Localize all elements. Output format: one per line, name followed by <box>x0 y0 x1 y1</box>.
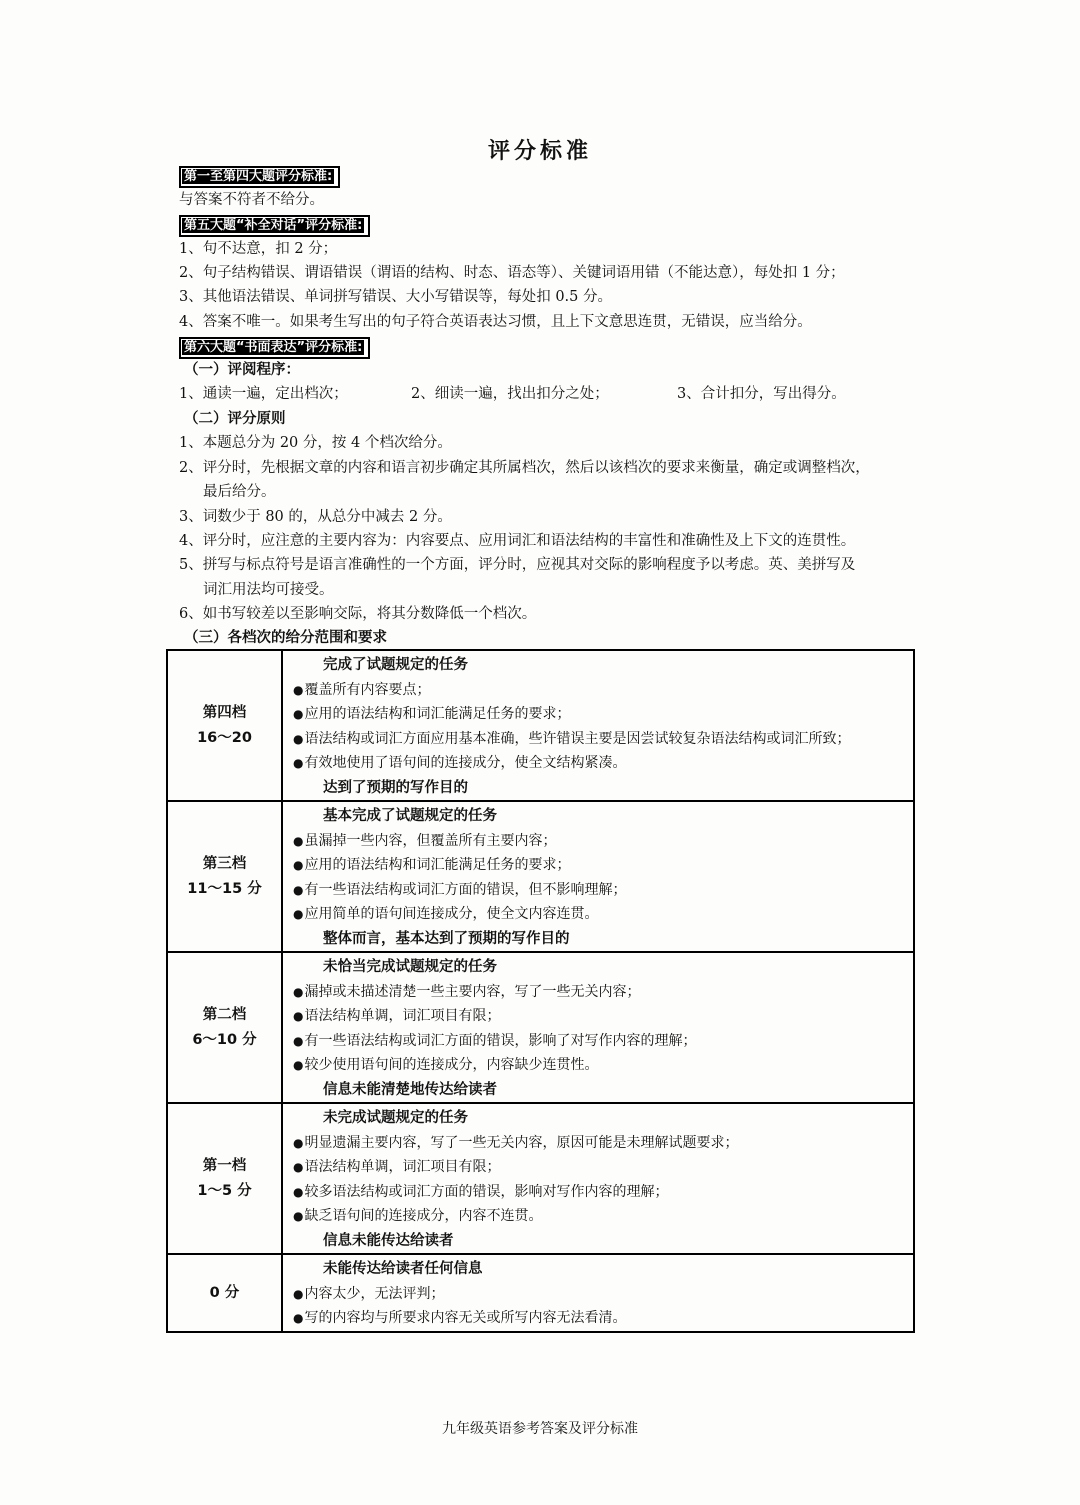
section-header-6: 第六大题“书面表达”评分标准: <box>179 337 370 359</box>
grade-conclusion: 信息未能传达给读者 <box>323 1232 454 1249</box>
grade-heading: 基本完成了试题规定的任务 <box>323 808 497 824</box>
grade-criterion <box>293 1155 913 1180</box>
criterion-text: 明显遗漏主要内容，写了一些无关内容，原因可能是未理解试题要求； <box>304 1134 739 1151</box>
grade-criterion <box>293 902 913 927</box>
bullet-icon: ● <box>293 984 304 999</box>
s5-item: 3、其他语法错误、单词拼写错误、大小写错误等，每处扣 0.5 分。 <box>179 289 613 305</box>
grade-criterion <box>293 1180 913 1205</box>
grade-criterion <box>293 727 913 752</box>
criterion-text: 漏掉或未描述清楚一些主要内容，写了一些无关内容； <box>304 983 641 1000</box>
grade-description-cell <box>282 952 914 1103</box>
page-title: 评分标准 <box>487 139 592 164</box>
criterion-text: 语法结构单调，词汇项目有限； <box>304 1008 501 1024</box>
criterion-text: 内容太少，无法评判； <box>304 1285 445 1302</box>
bullet-icon: ● <box>293 1286 304 1301</box>
s5-item: 1、句不达意，扣 2 分； <box>179 241 338 257</box>
grade-level-cell <box>167 952 282 1103</box>
s5-item: 2、句子结构错误、谓语错误（谓语的结构、时态、语态等）、关键词语用错（不能达意），每处扣 1 分； <box>179 265 845 281</box>
step: 3、合计扣分，写出得分。 <box>677 386 846 402</box>
step: 2、细读一遍，找出扣分之处； <box>411 386 609 402</box>
grade-heading: 完成了试题规定的任务 <box>323 657 468 673</box>
bullet-icon: ● <box>293 1160 304 1174</box>
principle-item: 3、词数少于 80 的，从总分中减去 2 分。 <box>179 509 452 525</box>
grade-criterion <box>293 878 913 903</box>
principle-item: 2、评分时，先根据文章的内容和语言初步确定其所属档次，然后以该档次的要求来衡量，确定或调整档次， <box>179 460 870 476</box>
criterion-text: 语法结构单调，词汇项目有限； <box>304 1159 501 1175</box>
bullet-icon: ● <box>293 1311 304 1325</box>
criterion-text: 语法结构或词汇方面应用基本准确，些许错误主要是因尝试较复杂语法结构或词汇所致； <box>304 730 851 747</box>
bullet-icon: ● <box>293 1184 304 1199</box>
grade-criterion <box>293 1004 913 1029</box>
grade-criterion <box>293 1204 913 1229</box>
grade-heading: 未能传达给读者任何信息 <box>323 1261 483 1277</box>
grade-criterion <box>293 853 913 878</box>
criterion-text: 缺乏语句间的连接成分，内容不连贯。 <box>304 1208 543 1224</box>
grade-criterion <box>293 980 913 1005</box>
grade-level: 第一档 <box>202 1158 247 1174</box>
principle-item: 词汇用法均可接受。 <box>203 582 334 598</box>
grade-criterion <box>293 829 913 854</box>
principle-item: 6、如书写较差以至影响交际，将其分数降低一个档次。 <box>179 606 537 622</box>
principle-item: 1、本题总分为 20 分，按 4 个档次给分。 <box>179 435 452 451</box>
grade-criterion <box>293 751 913 776</box>
s5-item: 4、答案不唯一。如果考生写出的句子符合英语表达习惯，且上下文意思连贯，无错误，应当给分。 <box>179 314 812 330</box>
grade-level: 0 分 <box>209 1284 240 1301</box>
criterion-text: 应用的语法结构和词汇能满足任务的要求； <box>304 706 571 722</box>
bullet-icon: ● <box>293 682 304 697</box>
grade-description-cell <box>282 650 914 801</box>
grade-conclusion: 信息未能清楚地传达给读者 <box>323 1081 497 1098</box>
grade-level: 第三档 <box>202 856 247 872</box>
grade-description-cell <box>282 801 914 952</box>
criterion-text: 写的内容均与所要求内容无关或所写内容无法看清。 <box>304 1310 627 1326</box>
grade-level-cell <box>167 1254 282 1332</box>
bullet-icon: ● <box>293 1135 304 1150</box>
grade-range: 16～20 <box>197 729 252 746</box>
procedure-title: （一）评阅程序： <box>184 362 300 378</box>
principle-item: 5、拼写与标点符号是语言准确性的一个方面，评分时，应视其对交际的影响程度予以考虑。英、美拼写及 <box>179 557 856 573</box>
bullet-icon: ● <box>293 833 304 848</box>
grade-criterion <box>293 1053 913 1078</box>
grade-criterion <box>293 1131 913 1156</box>
grade-range: 11～15 分 <box>187 880 262 897</box>
grade-row <box>167 1254 914 1332</box>
grade-conclusion: 整体而言，基本达到了预期的写作目的 <box>323 930 570 947</box>
bullet-icon: ● <box>293 1058 304 1072</box>
criterion-text: 应用的语法结构和词汇能满足任务的要求； <box>304 857 571 873</box>
section-header-5: 第五大题“补全对话”评分标准: <box>179 215 370 237</box>
grade-level-cell <box>167 1103 282 1254</box>
criterion-text: 覆盖所有内容要点； <box>304 681 431 698</box>
criterion-text: 较多语法结构或词汇方面的错误，影响对写作内容的理解； <box>304 1183 669 1200</box>
criterion-text: 有一些语法结构或词汇方面的错误，影响了对写作内容的理解； <box>304 1032 697 1049</box>
grade-range: 1～5 分 <box>197 1182 252 1199</box>
grade-level: 第四档 <box>202 705 247 721</box>
bullet-icon: ● <box>293 731 304 746</box>
bullet-icon: ● <box>293 907 304 921</box>
criterion-text: 有一些语法结构或词汇方面的错误，但不影响理解； <box>304 881 627 898</box>
grade-row <box>167 801 914 952</box>
grade-criterion <box>293 1306 913 1331</box>
bullet-icon: ● <box>293 858 304 872</box>
criterion-text: 较少使用语句间的连接成分，内容缺少连贯性。 <box>304 1057 599 1073</box>
principle-item: 最后给分。 <box>203 484 276 500</box>
principle-item: 4、评分时，应注意的主要内容为：内容要点、应用词汇和语法结构的丰富性和准确性及上下文的连贯性。 <box>179 533 856 549</box>
step: 1、通读一遍，定出档次； <box>179 386 348 402</box>
grade-heading: 未恰当完成试题规定的任务 <box>323 959 497 975</box>
criterion-text: 有效地使用了语句间的连接成分，使全文结构紧凑。 <box>304 755 627 771</box>
grade-criterion <box>293 702 913 727</box>
grading-table <box>166 649 915 1333</box>
bullet-icon: ● <box>293 882 304 897</box>
bullet-icon: ● <box>293 756 304 770</box>
page-footer: 九年级英语参考答案及评分标准 <box>442 1421 638 1437</box>
grade-description-cell <box>282 1254 914 1332</box>
section1-text: 与答案不符者不给分。 <box>179 192 324 208</box>
section-header-1-4: 第一至第四大题评分标准: <box>179 166 340 188</box>
grade-row <box>167 1103 914 1254</box>
principle-title: （二）评分原则 <box>184 411 286 427</box>
grade-row <box>167 650 914 801</box>
grade-criterion <box>293 1282 913 1307</box>
criterion-text: 虽漏掉一些内容，但覆盖所有主要内容； <box>304 832 557 849</box>
grade-criterion <box>293 1029 913 1054</box>
grade-level-cell <box>167 650 282 801</box>
bullet-icon: ● <box>293 1209 304 1223</box>
grade-criterion <box>293 678 913 703</box>
grade-description-cell <box>282 1103 914 1254</box>
grade-row <box>167 952 914 1103</box>
grade-level: 第二档 <box>202 1007 247 1023</box>
bullet-icon: ● <box>293 1033 304 1048</box>
grade-heading: 未完成试题规定的任务 <box>323 1110 468 1126</box>
grade-level-cell <box>167 801 282 952</box>
bullet-icon: ● <box>293 1009 304 1023</box>
criterion-text: 应用简单的语句间连接成分，使全文内容连贯。 <box>304 906 599 922</box>
range-title: （三）各档次的给分范围和要求 <box>184 630 387 646</box>
bullet-icon: ● <box>293 707 304 721</box>
grade-range: 6～10 分 <box>192 1031 257 1048</box>
grade-conclusion: 达到了预期的写作目的 <box>323 779 468 796</box>
